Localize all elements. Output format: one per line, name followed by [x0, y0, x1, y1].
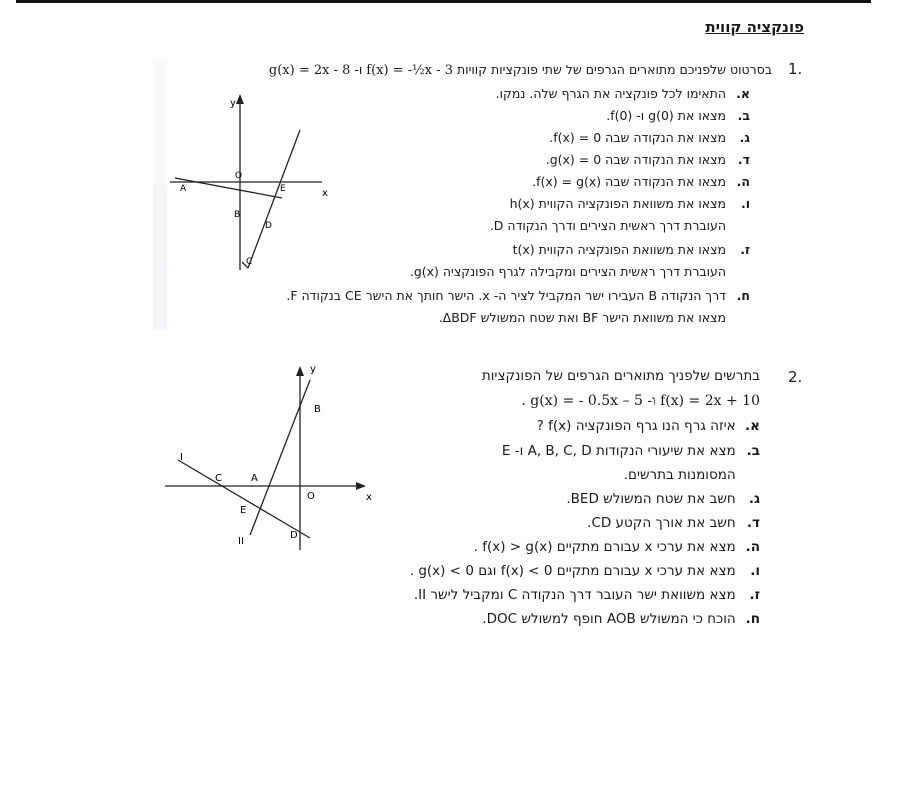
q1-item-h-cont: מצאו את משוואת הישר BF ואת שטח המשולש ΔBDF. [438, 310, 727, 325]
q2-item-b: ב. מצא את שיעורי הנקודות A, B, C, D ו- E [501, 443, 760, 459]
graph-label-b: B [234, 210, 241, 220]
q1-item-d: ד. מצאו את הנקודה שבה g(x) = 0. [545, 152, 750, 167]
graph-label-e: E [240, 505, 247, 516]
graph-label-y: y [230, 98, 236, 109]
q2-formulas: . g(x) = - 0.5x – 5 -ו f(x) = 2x + 10 [521, 393, 760, 409]
q1-item-f-cont: העוברת דרך ראשית הצירים ודרך הנקודה D. [489, 218, 727, 233]
y-axis-arrow [296, 366, 304, 376]
y-axis-arrow [236, 94, 244, 104]
q2-item-h: ח. הוכח כי המשולש AOB חופף למשולש DOC. [482, 611, 760, 627]
question-intro [269, 62, 772, 78]
q1-item-c: ג. מצאו את הנקודה שבה f(x) = 0. [549, 130, 750, 145]
background-smudge [153, 60, 167, 330]
graph-label-b: B [314, 404, 321, 415]
q2-item-d: ד. חשב את אורך הקטע CD. [587, 515, 760, 531]
graph-label-x: x [366, 492, 372, 503]
graph-label-a: A [251, 473, 258, 484]
graph-label-c: C [215, 473, 222, 484]
q2-item-b-cont: המסומנות בתרשים. [623, 467, 736, 483]
q1-item-f: ו. מצאו את משוואת הפונקציה הקווית h(x) [509, 196, 750, 211]
f-formula: f(x) = -½x - 3 [366, 63, 453, 78]
line-cd [248, 130, 300, 268]
graph-label-a: A [180, 184, 187, 194]
graph-label-o: O [235, 171, 243, 181]
graph-label-x: x [322, 188, 328, 199]
q2-item-f: ו. מצא את ערכי x עבורם מתקיים f(x) < 0 וגם g(x) < 0 . [409, 563, 760, 579]
q2-item-e: ה. מצא את ערכי x עבורם מתקיים f(x) > g(x) . [473, 539, 760, 555]
page-title: פונקציה קווית [705, 18, 804, 36]
graph-label-c: C [246, 257, 253, 267]
graph-label-line-ii: II [238, 536, 244, 547]
q1-item-g-cont: העוברת דרך ראשית הצירים ומקבילה לגרף הפונקציה g(x). [409, 264, 727, 279]
q1-graph [170, 90, 340, 280]
q1-item-a: א. התאימו לכל פונקציה את הגרף שלה. נמקו. [495, 86, 750, 101]
line-ab [175, 178, 282, 198]
x-axis-arrow [356, 482, 366, 490]
q2-item-a: א. איזה גרף הנו גרף הפונקציה f(x) ? [536, 418, 760, 434]
graph-label-line-i: I [180, 452, 183, 463]
graph-label-o: O [307, 491, 315, 502]
q2-item-c: ג. חשב את שטח המשולש BED. [566, 491, 760, 507]
q2-graph [160, 360, 390, 560]
graph-label-e: E [280, 184, 286, 194]
intro-text: בסרטוט שלפניכם מתוארים הגרפים של שתי פונקציות קוויות [456, 62, 772, 77]
question-number: 2. [788, 368, 803, 386]
question-number: 1. [788, 60, 803, 78]
graph-label-d: D [290, 530, 298, 541]
g-formula: g(x) = 2x - 8 [268, 63, 351, 78]
line-ii [250, 380, 310, 535]
line-i [178, 460, 310, 538]
q1-item-b: ב. מצאו את g(0) ו- f(0). [606, 108, 750, 123]
q1-item-h: ח. דרך הנקודה B העבירו ישר המקביל לציר ה- x. הישר חותך את הישר CE בנקודה F. [286, 288, 750, 303]
q1-item-e: ה. מצאו את הנקודה שבה f(x) = g(x). [532, 174, 750, 189]
top-border [16, 0, 871, 3]
q2-intro: בתרשים שלפניך מתוארים הגרפים של הפונקציות [481, 368, 760, 384]
graph-label-d: D [265, 221, 272, 231]
and-word: ו- [354, 62, 363, 77]
q2-item-g: ז. מצא משוואת ישר העובר דרך הנקודה C ומקביל לישר II. [413, 587, 760, 603]
graph-label-y: y [310, 364, 316, 375]
q1-item-g: ז. מצאו את משוואת הפונקציה הקווית t(x) [512, 242, 750, 257]
